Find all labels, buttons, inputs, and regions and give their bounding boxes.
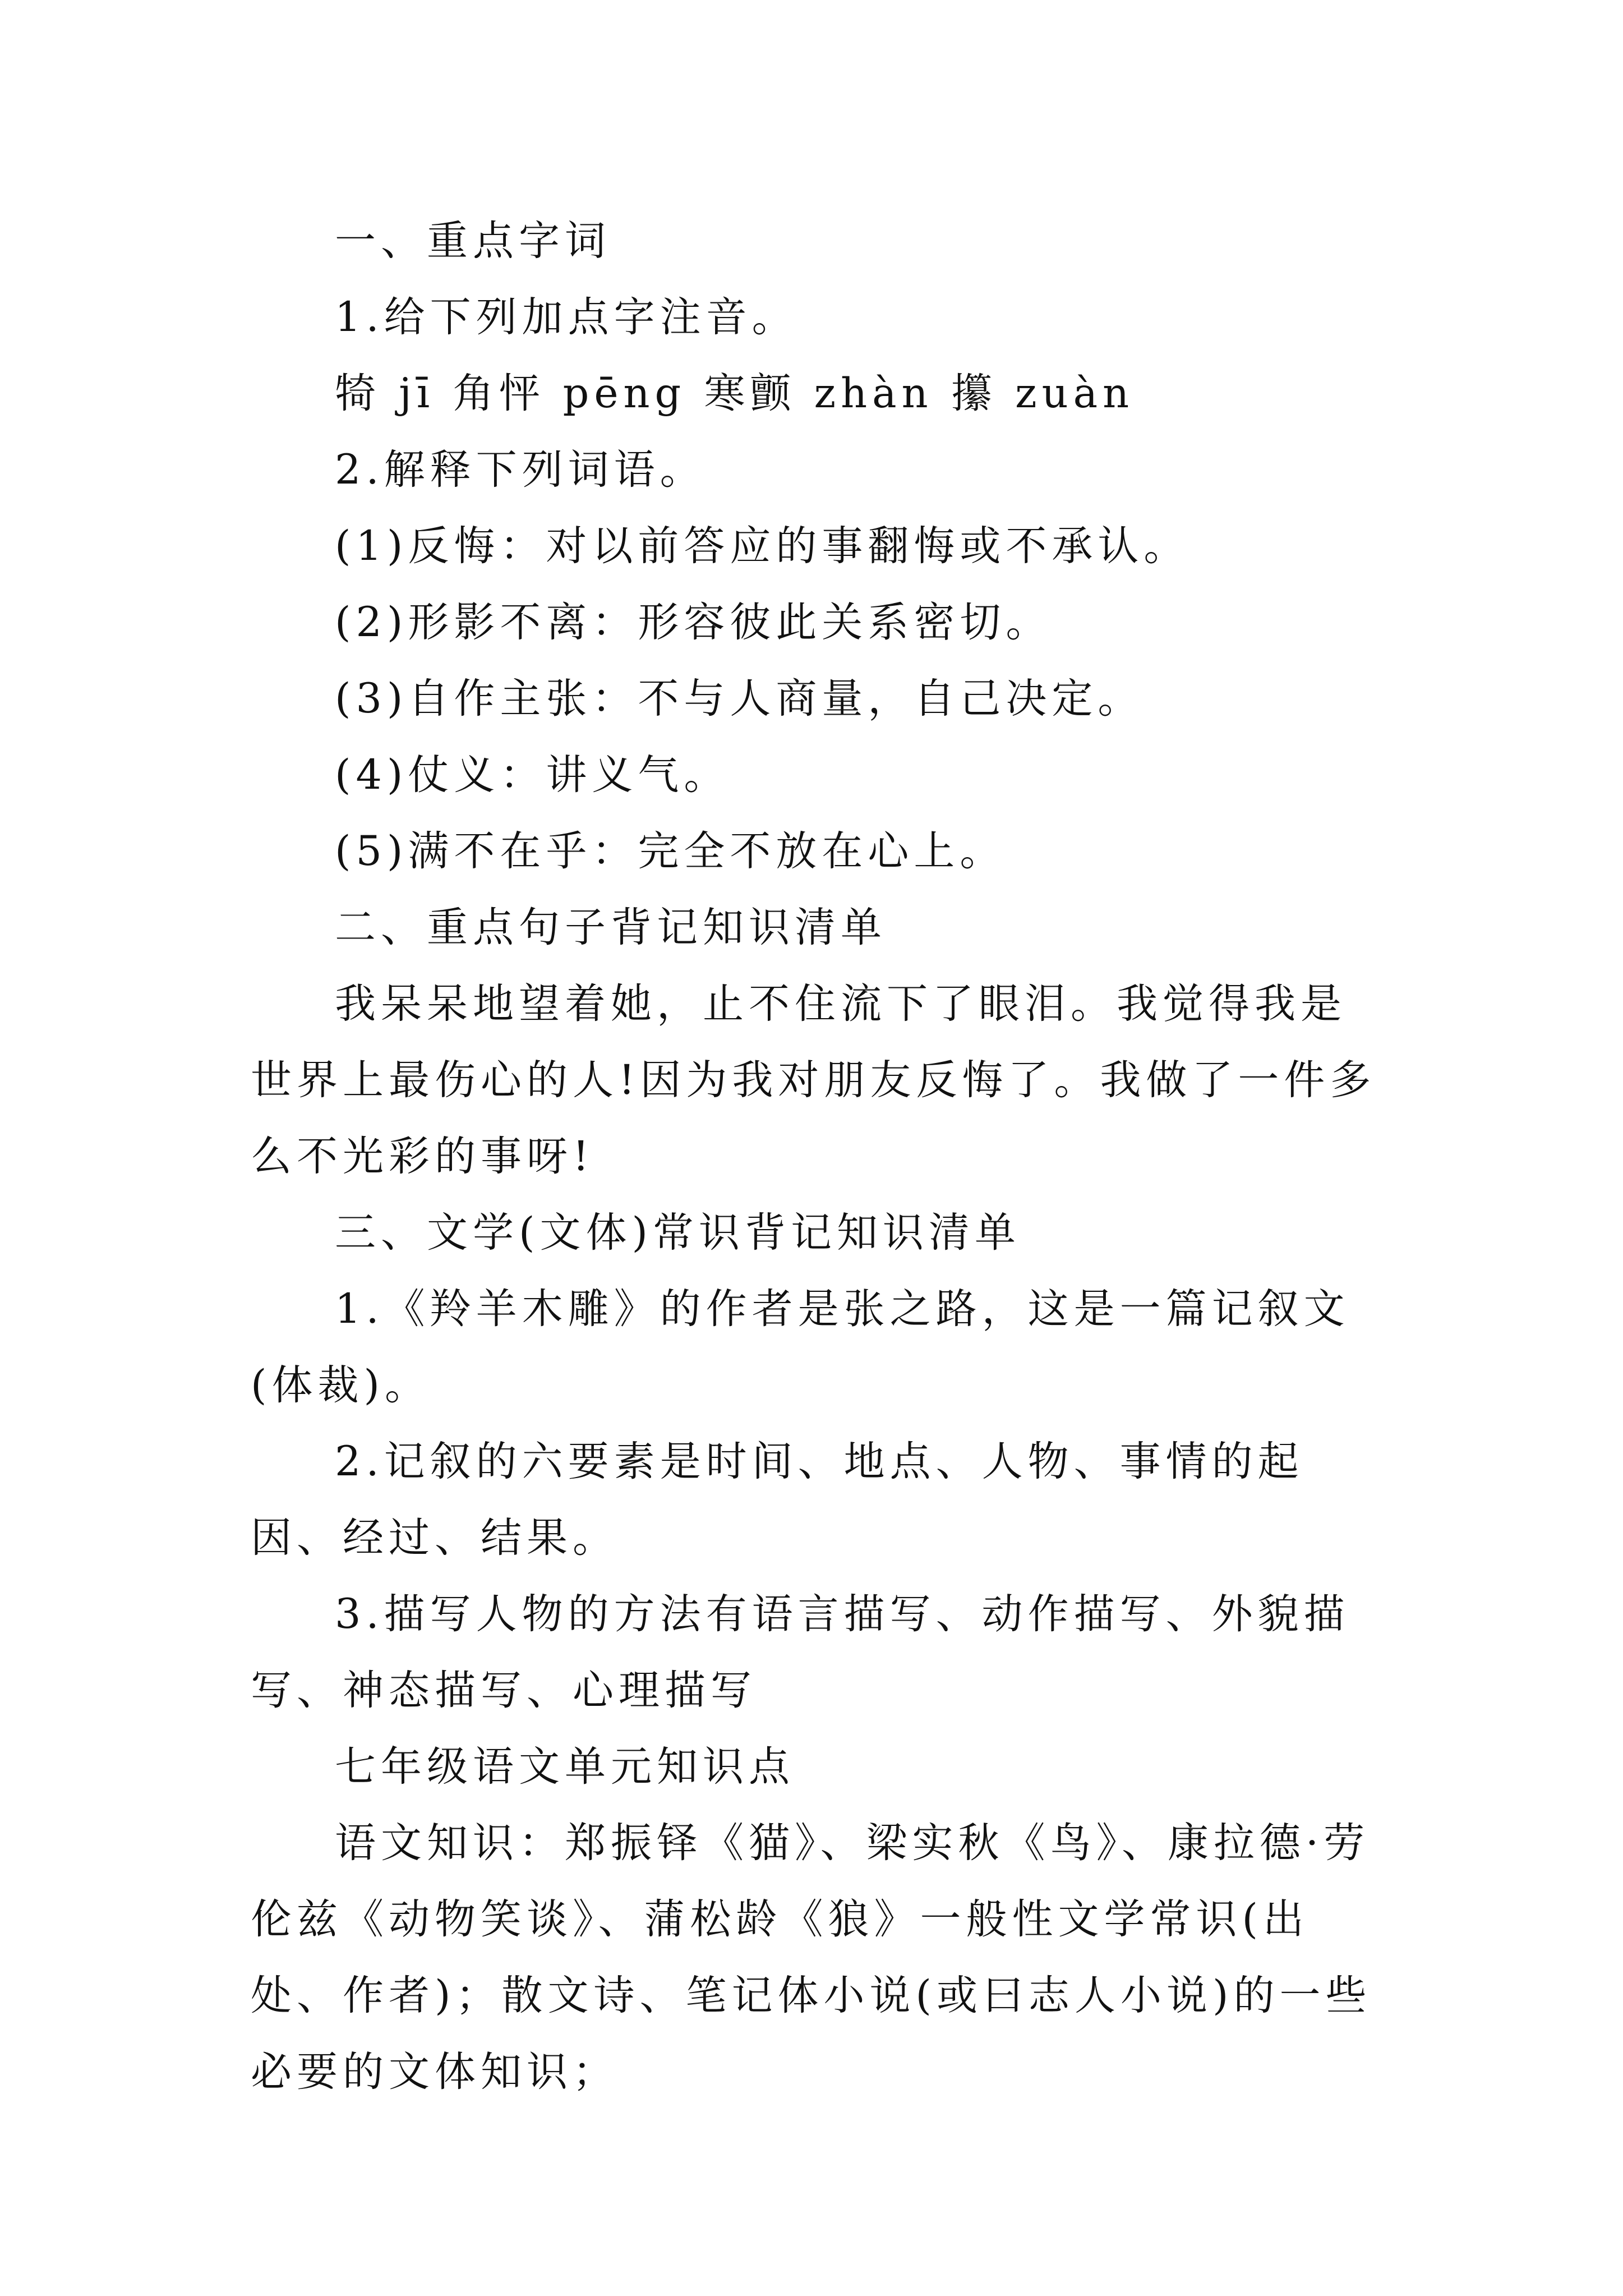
heading-unit-knowledge: 七年级语文单元知识点: [335, 1743, 795, 1791]
key-sentence-paragraph: 我呆呆地望着她，止不住流下了眼泪。我觉得我是世界上最伤心的人!因为我对朋友反悔了。我做了一件多么不光彩的事呀!: [251, 980, 1376, 1180]
definition-item: (1)反悔：对以前答应的事翻悔或不承认。: [335, 522, 1190, 570]
phonetic-answers: 犄 jī 角怦 pēng 寒颤 zhàn 攥 zuàn: [335, 370, 1135, 417]
definition-item: (5)满不在乎：完全不放在心上。: [335, 827, 1006, 875]
question-definitions: 2.解释下列词语。: [335, 446, 706, 494]
literary-item: 3.描写人物的方法有语言描写、动作描写、外貌描写、神态描写、心理描写: [251, 1590, 1350, 1714]
heading-key-words: 一、重点字词: [335, 217, 611, 265]
definition-item: (2)形影不离：形容彼此关系密切。: [335, 599, 1052, 646]
question-phonetic: 1.给下列加点字注音。: [335, 293, 798, 341]
document-body: [251, 203, 1386, 2110]
unit-knowledge-paragraph: 语文知识：郑振铎《猫》、梁实秋《鸟》、康拉德·劳伦兹《动物笑谈》、蒲松龄《狼》一般性文学常识(出处、作者)；散文诗、笔记体小说(或曰志人小说)的一些必要的文体知识；: [251, 1819, 1372, 2096]
definition-item: (3)自作主张：不与人商量，自己决定。: [335, 675, 1144, 723]
literary-item: 1.《羚羊木雕》的作者是张之路，这是一篇记叙文(体裁)。: [251, 1285, 1350, 1409]
literary-item: 2.记叙的六要素是时间、地点、人物、事情的起因、经过、结果。: [251, 1438, 1304, 1562]
heading-literary-knowledge: 三、文学(文体)常识背记知识清单: [335, 1209, 1021, 1257]
heading-key-sentences: 二、重点句子背记知识清单: [335, 904, 887, 951]
definition-item: (4)仗义：讲义气。: [335, 751, 730, 799]
